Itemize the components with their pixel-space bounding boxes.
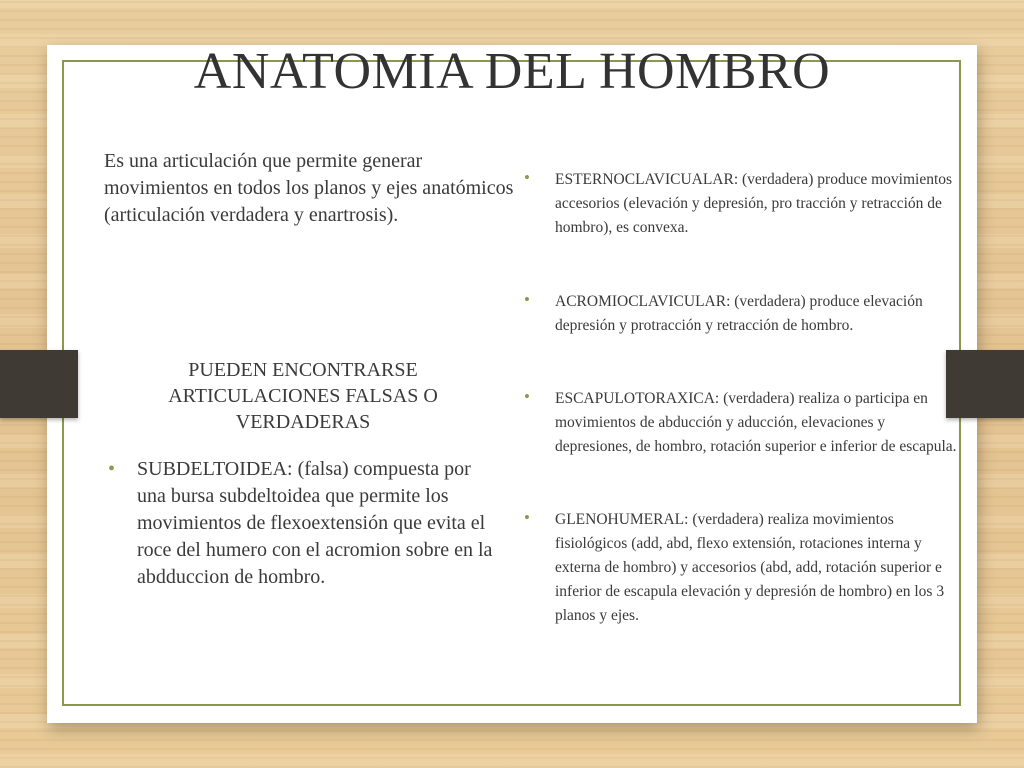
bullet-icon: •: [108, 458, 116, 480]
list-item-esternoclavicular: [522, 168, 962, 240]
joints-subheading: PUEDEN ENCONTRARSE ARTICULACIONES FALSAS O VERDADERAS: [168, 359, 438, 433]
slide-title: ANATOMIA DEL HOMBRO: [193, 43, 831, 100]
list-item-glenohumeral: [522, 508, 962, 628]
list-item-subdeltoidea: [104, 456, 504, 591]
list-item-escapulotoraxica: [522, 387, 962, 459]
list-item-text: ACROMIOCLAVICULAR: (verdadera) produce elevación depresión y protracción y retracción de hombro.: [555, 293, 923, 334]
right-bullet-list: [522, 168, 962, 628]
left-bullet-list: [104, 456, 504, 591]
bullet-icon: •: [524, 290, 530, 309]
list-item-text: ESCAPULOTORAXICA: (verdadera) realiza o participa en movimientos de abducción y aducción, elevaciones y depresiones, de hombro, rotación superior e inferior de escapula.: [555, 390, 957, 455]
list-item-text: SUBDELTOIDEA: (falsa) compuesta por una bursa subdeltoidea que permite los movimientos de flexoextensión que evita el roce del humero con el acromion sobre en la abdduccion de hombro.: [137, 458, 493, 588]
list-item-text: ESTERNOCLAVICUALAR: (verdadera) produce movimientos accesorios (elevación y depresión, pro tracción y retracción de hombro), es convexa.: [555, 171, 953, 236]
list-item-acromioclavicular: [522, 290, 962, 338]
bullet-icon: •: [524, 168, 530, 187]
list-item-text: GLENOHUMERAL: (verdadera) realiza movimientos fisiológicos (add, abd, flexo extensión, rotaciones interna y externa de hombro) y accesorios (abd, add, rotación superior e inferior de escapula elevación y depresión de hombro) en los 3 planos y ejes.: [555, 511, 945, 624]
intro-paragraph: Es una articulación que permite generar movimientos en todos los planos y ejes anatómicos (articulación verdadera y enartrosis).: [104, 150, 514, 226]
bullet-icon: •: [524, 508, 530, 527]
bullet-icon: •: [524, 387, 530, 406]
left-tape-decoration: [0, 350, 78, 418]
